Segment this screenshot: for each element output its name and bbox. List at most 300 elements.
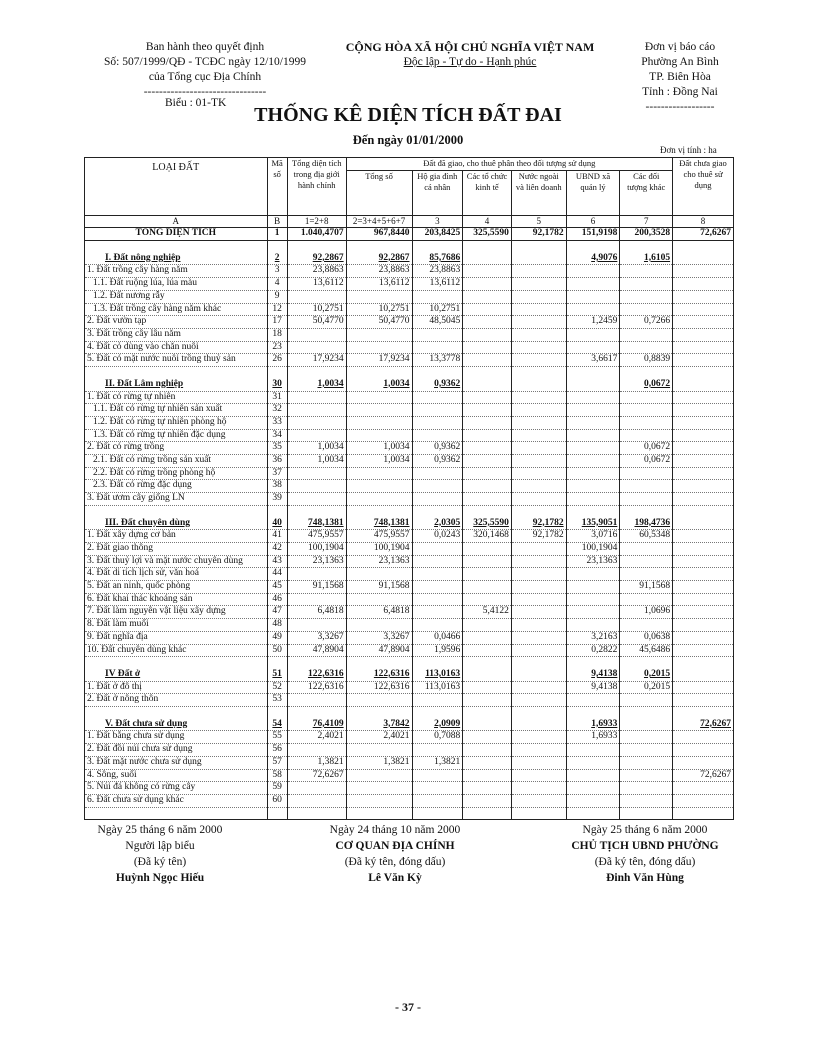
area-cell [287, 794, 346, 807]
table-row [85, 606, 734, 619]
land-type-cell: 1.2. Đất nương rẫy [85, 290, 268, 303]
area-cell: 0,9362 [412, 455, 463, 468]
area-cell [463, 505, 512, 517]
area-cell [566, 467, 620, 480]
area-cell [566, 794, 620, 807]
reporting-ward: Phường An Bình [641, 56, 719, 68]
area-cell: 320,1468 [463, 530, 512, 543]
table-row [85, 744, 734, 757]
area-cell [463, 542, 512, 555]
area-cell: 47,8904 [346, 644, 412, 657]
area-cell [673, 354, 734, 367]
area-cell: 13,3778 [412, 354, 463, 367]
area-cell: 475,9557 [346, 530, 412, 543]
area-cell [511, 619, 566, 632]
table-row [85, 505, 734, 517]
code-cell: 50 [267, 644, 287, 657]
area-cell [346, 619, 412, 632]
area-cell: 1,0034 [346, 455, 412, 468]
area-cell [673, 694, 734, 707]
area-cell [673, 568, 734, 581]
page-number: - 37 - [395, 1000, 421, 1014]
area-cell [287, 782, 346, 795]
area-cell: 1,0034 [287, 379, 346, 391]
area-cell [412, 241, 463, 253]
area-cell: 122,6316 [287, 669, 346, 681]
area-cell [620, 404, 673, 417]
reporting-city: TP. Biên Hòa [649, 71, 711, 83]
area-cell [511, 467, 566, 480]
area-cell [511, 404, 566, 417]
code-cell: 33 [267, 416, 287, 429]
document-subtitle: Đến ngày 01/01/2000 [352, 133, 464, 147]
area-cell: 23,8863 [346, 265, 412, 278]
area-cell [463, 404, 512, 417]
area-cell: 122,6316 [287, 681, 346, 694]
area-cell: 47,8904 [287, 644, 346, 657]
code-cell: 9 [267, 290, 287, 303]
header-ma-so: Mã số [267, 158, 287, 216]
table-row [85, 631, 734, 644]
area-cell [620, 329, 673, 342]
code-cell: 49 [267, 631, 287, 644]
area-cell [673, 480, 734, 493]
area-cell: 151,9198 [566, 228, 620, 241]
land-type-cell: 3. Đất mặt nước chưa sử dụng [85, 756, 268, 769]
area-cell: 91,1568 [346, 581, 412, 594]
document-title: THỐNG KÊ DIỆN TÍCH ĐẤT ĐAI [254, 104, 562, 126]
area-cell [566, 480, 620, 493]
area-cell [673, 669, 734, 681]
area-cell [566, 329, 620, 342]
area-cell [412, 581, 463, 594]
land-type-cell: 1. Đất ở đô thị [85, 681, 268, 694]
area-cell [287, 657, 346, 669]
table-row [85, 429, 734, 442]
area-cell [673, 442, 734, 455]
area-cell [511, 379, 566, 391]
area-cell [673, 681, 734, 694]
signature-note: (Đã ký tên, đóng dấu) [594, 856, 696, 868]
area-cell [673, 265, 734, 278]
area-cell: 1,0034 [346, 442, 412, 455]
area-cell [511, 782, 566, 795]
land-type-cell: II. Đất Lâm nghiệp [85, 379, 268, 391]
code-cell: 52 [267, 681, 287, 694]
area-cell [412, 794, 463, 807]
area-cell: 0,0672 [620, 455, 673, 468]
area-cell [412, 619, 463, 632]
area-cell: 92,1782 [511, 518, 566, 530]
table-row [85, 542, 734, 555]
area-cell [511, 290, 566, 303]
code-cell: 18 [267, 329, 287, 342]
area-cell [673, 278, 734, 291]
area-cell: 1,9596 [412, 644, 463, 657]
area-cell [346, 694, 412, 707]
unit-label: Đơn vị tính : ha [660, 145, 717, 155]
area-cell: 13,6112 [346, 278, 412, 291]
area-cell [511, 316, 566, 329]
table-row [85, 241, 734, 253]
area-cell: 0,8839 [620, 354, 673, 367]
area-cell: 4,9076 [566, 253, 620, 265]
area-cell [346, 416, 412, 429]
area-cell [287, 367, 346, 379]
area-cell: 2,4021 [287, 731, 346, 744]
area-cell: 3,7842 [346, 719, 412, 731]
area-cell [620, 265, 673, 278]
table-row [85, 782, 734, 795]
area-cell [673, 341, 734, 354]
area-cell [412, 542, 463, 555]
area-cell: 3,3267 [287, 631, 346, 644]
decision-line-3: của Tổng cục Địa Chính [148, 71, 262, 83]
area-cell [463, 644, 512, 657]
area-cell: 48,5045 [412, 316, 463, 329]
table-row [85, 756, 734, 769]
area-cell: 10,2751 [287, 303, 346, 316]
signature-name: Đinh Văn Hùng [606, 872, 684, 884]
code-cell: 1 [267, 228, 287, 241]
area-cell [463, 379, 512, 391]
table-row [85, 455, 734, 468]
area-cell [463, 253, 512, 265]
area-cell: 0,9362 [412, 379, 463, 391]
area-cell [412, 568, 463, 581]
area-cell [412, 404, 463, 417]
header-chua-giao: Đất chưa giao cho thuê sử dụng [673, 158, 734, 216]
area-cell [463, 278, 512, 291]
area-cell: 1,6105 [620, 253, 673, 265]
area-cell [463, 731, 512, 744]
area-cell [620, 719, 673, 731]
area-cell [566, 493, 620, 506]
area-cell: 17,9234 [287, 354, 346, 367]
area-cell [566, 756, 620, 769]
area-cell [620, 278, 673, 291]
area-cell [511, 354, 566, 367]
area-cell: 2,0305 [412, 518, 463, 530]
area-cell: 748,1381 [287, 518, 346, 530]
area-cell [463, 316, 512, 329]
table-row [85, 253, 734, 265]
land-type-cell: 1.2. Đất có rừng tự nhiên phòng hộ [85, 416, 268, 429]
area-cell [287, 744, 346, 757]
area-cell [566, 278, 620, 291]
code-cell: 55 [267, 731, 287, 744]
header-ho-gia-dinh: Hộ gia đình cá nhân [412, 170, 463, 215]
area-cell: 967,8440 [346, 228, 412, 241]
area-cell [620, 619, 673, 632]
table-row [85, 303, 734, 316]
area-cell [346, 241, 412, 253]
area-cell [511, 253, 566, 265]
area-cell [620, 493, 673, 506]
column-index: 7 [620, 215, 673, 228]
code-cell: 59 [267, 782, 287, 795]
area-cell [620, 782, 673, 795]
area-cell [511, 631, 566, 644]
code-cell [267, 505, 287, 517]
decision-line-1: Ban hành theo quyết định [145, 41, 265, 53]
land-type-cell: 4. Đất cỏ dùng vào chăn nuôi [85, 341, 268, 354]
area-cell [511, 744, 566, 757]
code-cell: 2 [267, 253, 287, 265]
area-cell [463, 265, 512, 278]
code-cell: 45 [267, 581, 287, 594]
area-cell [287, 694, 346, 707]
area-cell: 9,4138 [566, 669, 620, 681]
column-index: 2=3+4+5+6+7 [346, 215, 412, 228]
area-cell [463, 719, 512, 731]
code-cell [267, 707, 287, 719]
code-cell: 35 [267, 442, 287, 455]
column-index: B [267, 215, 287, 228]
area-cell [566, 807, 620, 820]
signature-role: CƠ QUAN ĐỊA CHÍNH [335, 840, 455, 852]
land-type-cell: 6. Đất chưa sử dụng khác [85, 794, 268, 807]
code-cell: 32 [267, 404, 287, 417]
area-cell [620, 367, 673, 379]
area-cell [287, 707, 346, 719]
area-cell [566, 657, 620, 669]
area-cell [673, 731, 734, 744]
table-row [85, 442, 734, 455]
table-row [85, 278, 734, 291]
land-type-cell: 1. Đất bằng chưa sử dụng [85, 731, 268, 744]
reporting-divider: ------------------ [645, 101, 715, 113]
area-cell: 122,6316 [346, 681, 412, 694]
area-cell [673, 542, 734, 555]
area-cell [463, 290, 512, 303]
column-index: 5 [511, 215, 566, 228]
table-row [85, 719, 734, 731]
code-cell: 30 [267, 379, 287, 391]
issuing-decision-block [85, 40, 325, 100]
area-cell [346, 794, 412, 807]
area-cell [673, 518, 734, 530]
area-cell [566, 568, 620, 581]
area-cell [463, 681, 512, 694]
area-cell [463, 480, 512, 493]
code-cell: 57 [267, 756, 287, 769]
area-cell [346, 505, 412, 517]
area-cell [463, 769, 512, 782]
area-cell: 23,8863 [287, 265, 346, 278]
area-cell [412, 367, 463, 379]
area-cell [511, 455, 566, 468]
code-cell: 54 [267, 719, 287, 731]
area-cell [346, 769, 412, 782]
code-cell: 12 [267, 303, 287, 316]
area-cell [620, 744, 673, 757]
area-cell: 748,1381 [346, 518, 412, 530]
area-cell: 92,2867 [287, 253, 346, 265]
area-cell [673, 756, 734, 769]
area-cell [511, 303, 566, 316]
area-cell [511, 329, 566, 342]
area-cell [287, 493, 346, 506]
area-cell: 72,6267 [673, 719, 734, 731]
land-type-cell [85, 657, 268, 669]
area-cell [566, 744, 620, 757]
area-cell [511, 278, 566, 291]
area-cell [620, 391, 673, 404]
area-cell: 0,0672 [620, 442, 673, 455]
national-motto: Độc lập - Tự do - Hạnh phúc [403, 56, 537, 68]
area-cell [566, 341, 620, 354]
signature-name: Lê Văn Kỳ [368, 872, 422, 884]
signature-date: Ngày 25 tháng 6 năm 2000 [582, 824, 708, 836]
area-cell [566, 442, 620, 455]
signature-ward-chairman [545, 822, 745, 886]
area-cell [463, 593, 512, 606]
area-cell: 1,6933 [566, 731, 620, 744]
area-cell [511, 505, 566, 517]
area-cell [673, 329, 734, 342]
area-cell [346, 568, 412, 581]
area-cell [511, 265, 566, 278]
area-cell [673, 303, 734, 316]
area-cell [287, 568, 346, 581]
area-cell [511, 794, 566, 807]
area-cell [287, 416, 346, 429]
area-cell: 0,2015 [620, 681, 673, 694]
area-cell [412, 416, 463, 429]
code-cell: 36 [267, 455, 287, 468]
area-cell [673, 455, 734, 468]
area-cell [673, 794, 734, 807]
code-cell: 23 [267, 341, 287, 354]
area-cell [412, 782, 463, 795]
code-cell [267, 807, 287, 820]
signature-date: Ngày 24 tháng 10 năm 2000 [329, 824, 461, 836]
area-cell [566, 581, 620, 594]
area-cell [673, 416, 734, 429]
land-type-cell [85, 505, 268, 517]
area-cell [566, 707, 620, 719]
area-cell: 200,3528 [620, 228, 673, 241]
table-row [85, 480, 734, 493]
area-cell [463, 756, 512, 769]
area-cell: 325,5590 [463, 228, 512, 241]
code-cell: 42 [267, 542, 287, 555]
area-cell [620, 657, 673, 669]
area-cell [346, 391, 412, 404]
column-index: A [85, 215, 268, 228]
area-cell: 9,4138 [566, 681, 620, 694]
table-row [85, 290, 734, 303]
area-cell [346, 329, 412, 342]
area-cell [346, 404, 412, 417]
area-cell: 1,0034 [346, 379, 412, 391]
code-cell: 3 [267, 265, 287, 278]
area-cell [566, 379, 620, 391]
signature-land-office [290, 822, 500, 886]
land-type-cell: 10. Đất chuyên dùng khác [85, 644, 268, 657]
area-cell [463, 707, 512, 719]
area-cell [511, 367, 566, 379]
area-cell [463, 367, 512, 379]
signature-preparer [70, 822, 250, 886]
land-type-cell [85, 807, 268, 820]
area-cell [673, 593, 734, 606]
table-row [85, 593, 734, 606]
area-cell [511, 391, 566, 404]
area-cell [346, 744, 412, 757]
land-type-cell [85, 707, 268, 719]
area-cell [511, 807, 566, 820]
area-cell [463, 391, 512, 404]
area-cell: 23,1363 [566, 555, 620, 568]
land-type-cell: 4. Đất di tích lịch sử, văn hoá [85, 568, 268, 581]
reporting-unit-label: Đơn vị báo cáo [644, 41, 716, 53]
code-cell: 44 [267, 568, 287, 581]
area-cell: 10,2751 [346, 303, 412, 316]
header-cac-to-chuc: Các tổ chức kinh tế [463, 170, 512, 215]
area-cell [511, 581, 566, 594]
area-cell [287, 341, 346, 354]
area-cell [287, 391, 346, 404]
area-cell [511, 731, 566, 744]
area-cell [673, 290, 734, 303]
area-cell [346, 429, 412, 442]
area-cell [620, 341, 673, 354]
land-type-cell: 4. Sông, suối [85, 769, 268, 782]
area-cell: 113,0163 [412, 681, 463, 694]
code-cell: 58 [267, 769, 287, 782]
area-cell [673, 530, 734, 543]
signature-note: (Đã ký tên) [133, 856, 187, 868]
area-cell [412, 493, 463, 506]
area-cell [287, 329, 346, 342]
area-cell [511, 241, 566, 253]
table-row [85, 644, 734, 657]
area-cell [566, 429, 620, 442]
table-row [85, 316, 734, 329]
area-cell [463, 555, 512, 568]
area-cell: 0,0672 [620, 379, 673, 391]
area-cell [463, 657, 512, 669]
land-type-cell: V. Đất chưa sử dụng [85, 719, 268, 731]
area-cell: 13,6112 [287, 278, 346, 291]
area-cell [511, 429, 566, 442]
area-cell: 92,2867 [346, 253, 412, 265]
code-cell: 39 [267, 493, 287, 506]
land-type-cell: 1.3. Đất có rừng tự nhiên đặc dụng [85, 429, 268, 442]
area-cell: 475,9557 [287, 530, 346, 543]
area-cell: 3,2163 [566, 631, 620, 644]
area-cell: 13,6112 [412, 278, 463, 291]
land-type-cell: 9. Đất nghĩa địa [85, 631, 268, 644]
area-cell [511, 493, 566, 506]
area-cell [463, 493, 512, 506]
area-cell [673, 631, 734, 644]
area-cell [511, 442, 566, 455]
code-cell [267, 657, 287, 669]
area-cell: 0,9362 [412, 442, 463, 455]
area-cell [463, 807, 512, 820]
area-cell: 0,0466 [412, 631, 463, 644]
header-tong-dien-tich: Tổng diện tích trong địa giới hành chính [287, 158, 346, 216]
area-cell [673, 707, 734, 719]
land-type-cell: 8. Đất làm muối [85, 619, 268, 632]
area-cell [463, 341, 512, 354]
area-cell [463, 429, 512, 442]
area-cell [346, 367, 412, 379]
area-cell [620, 707, 673, 719]
